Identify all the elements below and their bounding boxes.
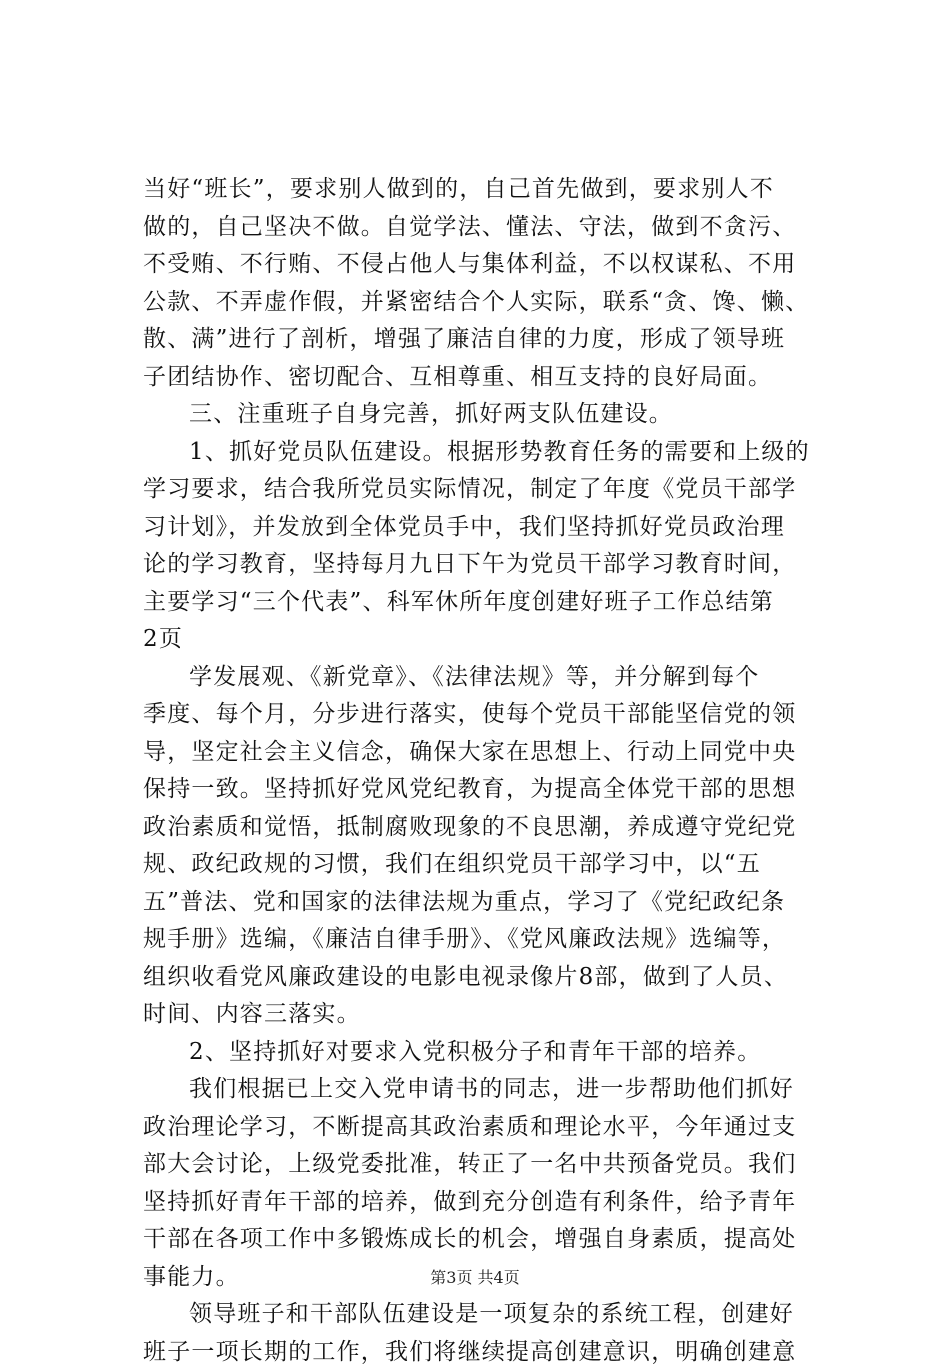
text-line: 2页 [143,621,843,659]
text-line: 主要学习“三个代表”、科军休所年度创建好班子工作总结第 [143,584,843,622]
text-line: 时间、内容三落实。 [143,996,843,1034]
text-line: 坚持抓好青年干部的培养，做到充分创造有利条件，给予青年 [143,1184,843,1222]
text-line: 政治理论学习，不断提高其政治素质和理论水平，今年通过支 [143,1109,843,1147]
text-line: 组织收看党风廉政建设的电影电视录像片8部，做到了人员、 [143,959,843,997]
text-line: 导，坚定社会主义信念，确保大家在思想上、行动上同党中央 [143,734,843,772]
body-text [143,171,843,1371]
text-line: 五”普法、党和国家的法律法规为重点，学习了《党纪政纪条 [143,884,843,922]
text-line: 季度、每个月，分步进行落实，使每个党员干部能坚信党的领 [143,696,843,734]
text-line: 事能力。 [143,1259,843,1297]
section-heading: 2、坚持抓好对要求入党积极分子和青年干部的培养。 [143,1034,843,1072]
text-line: 班子一项长期的工作，我们将继续提高创建意识，明确创建意 [143,1334,843,1371]
page-footer: 第3页 共4页 [0,1268,950,1288]
section-heading: 三、注重班子自身完善，抓好两支队伍建设。 [143,396,843,434]
text-line: 保持一致。坚持抓好党风党纪教育，为提高全体党干部的思想 [143,771,843,809]
text-line: 当好“班长”，要求别人做到的，自己首先做到，要求别人不 [143,171,843,209]
text-line: 学习要求，结合我所党员实际情况，制定了年度《党员干部学 [143,471,843,509]
text-line: 学发展观、《新党章》、《法律法规》等，并分解到每个 [143,659,843,697]
text-line: 我们根据已上交入党申请书的同志，进一步帮助他们抓好 [143,1071,843,1109]
text-line: 规手册》选编，《廉洁自律手册》、《党风廉政法规》选编等， [143,921,843,959]
text-line: 规、政纪政规的习惯，我们在组织党员干部学习中，以“五 [143,846,843,884]
text-line: 1、抓好党员队伍建设。根据形势教育任务的需要和上级的 [143,434,843,472]
text-line: 干部在各项工作中多锻炼成长的机会，增强自身素质，提高处 [143,1221,843,1259]
text-line: 论的学习教育，坚持每月九日下午为党员干部学习教育时间， [143,546,843,584]
text-line: 散、满”进行了剖析，增强了廉洁自律的力度，形成了领导班 [143,321,843,359]
text-line: 子团结协作、密切配合、互相尊重、相互支持的良好局面。 [143,359,843,397]
text-line: 领导班子和干部队伍建设是一项复杂的系统工程，创建好 [143,1296,843,1334]
text-line: 习计划》，并发放到全体党员手中，我们坚持抓好党员政治理 [143,509,843,547]
text-line: 公款、不弄虚作假，并紧密结合个人实际，联系“贪、馋、懒、 [143,284,843,322]
text-line: 不受贿、不行贿、不侵占他人与集体利益，不以权谋私、不用 [143,246,843,284]
text-line: 部大会讨论，上级党委批准，转正了一名中共预备党员。我们 [143,1146,843,1184]
text-line: 政治素质和觉悟，抵制腐败现象的不良思潮，养成遵守党纪党 [143,809,843,847]
text-line: 做的，自己坚决不做。自觉学法、懂法、守法，做到不贪污、 [143,209,843,247]
